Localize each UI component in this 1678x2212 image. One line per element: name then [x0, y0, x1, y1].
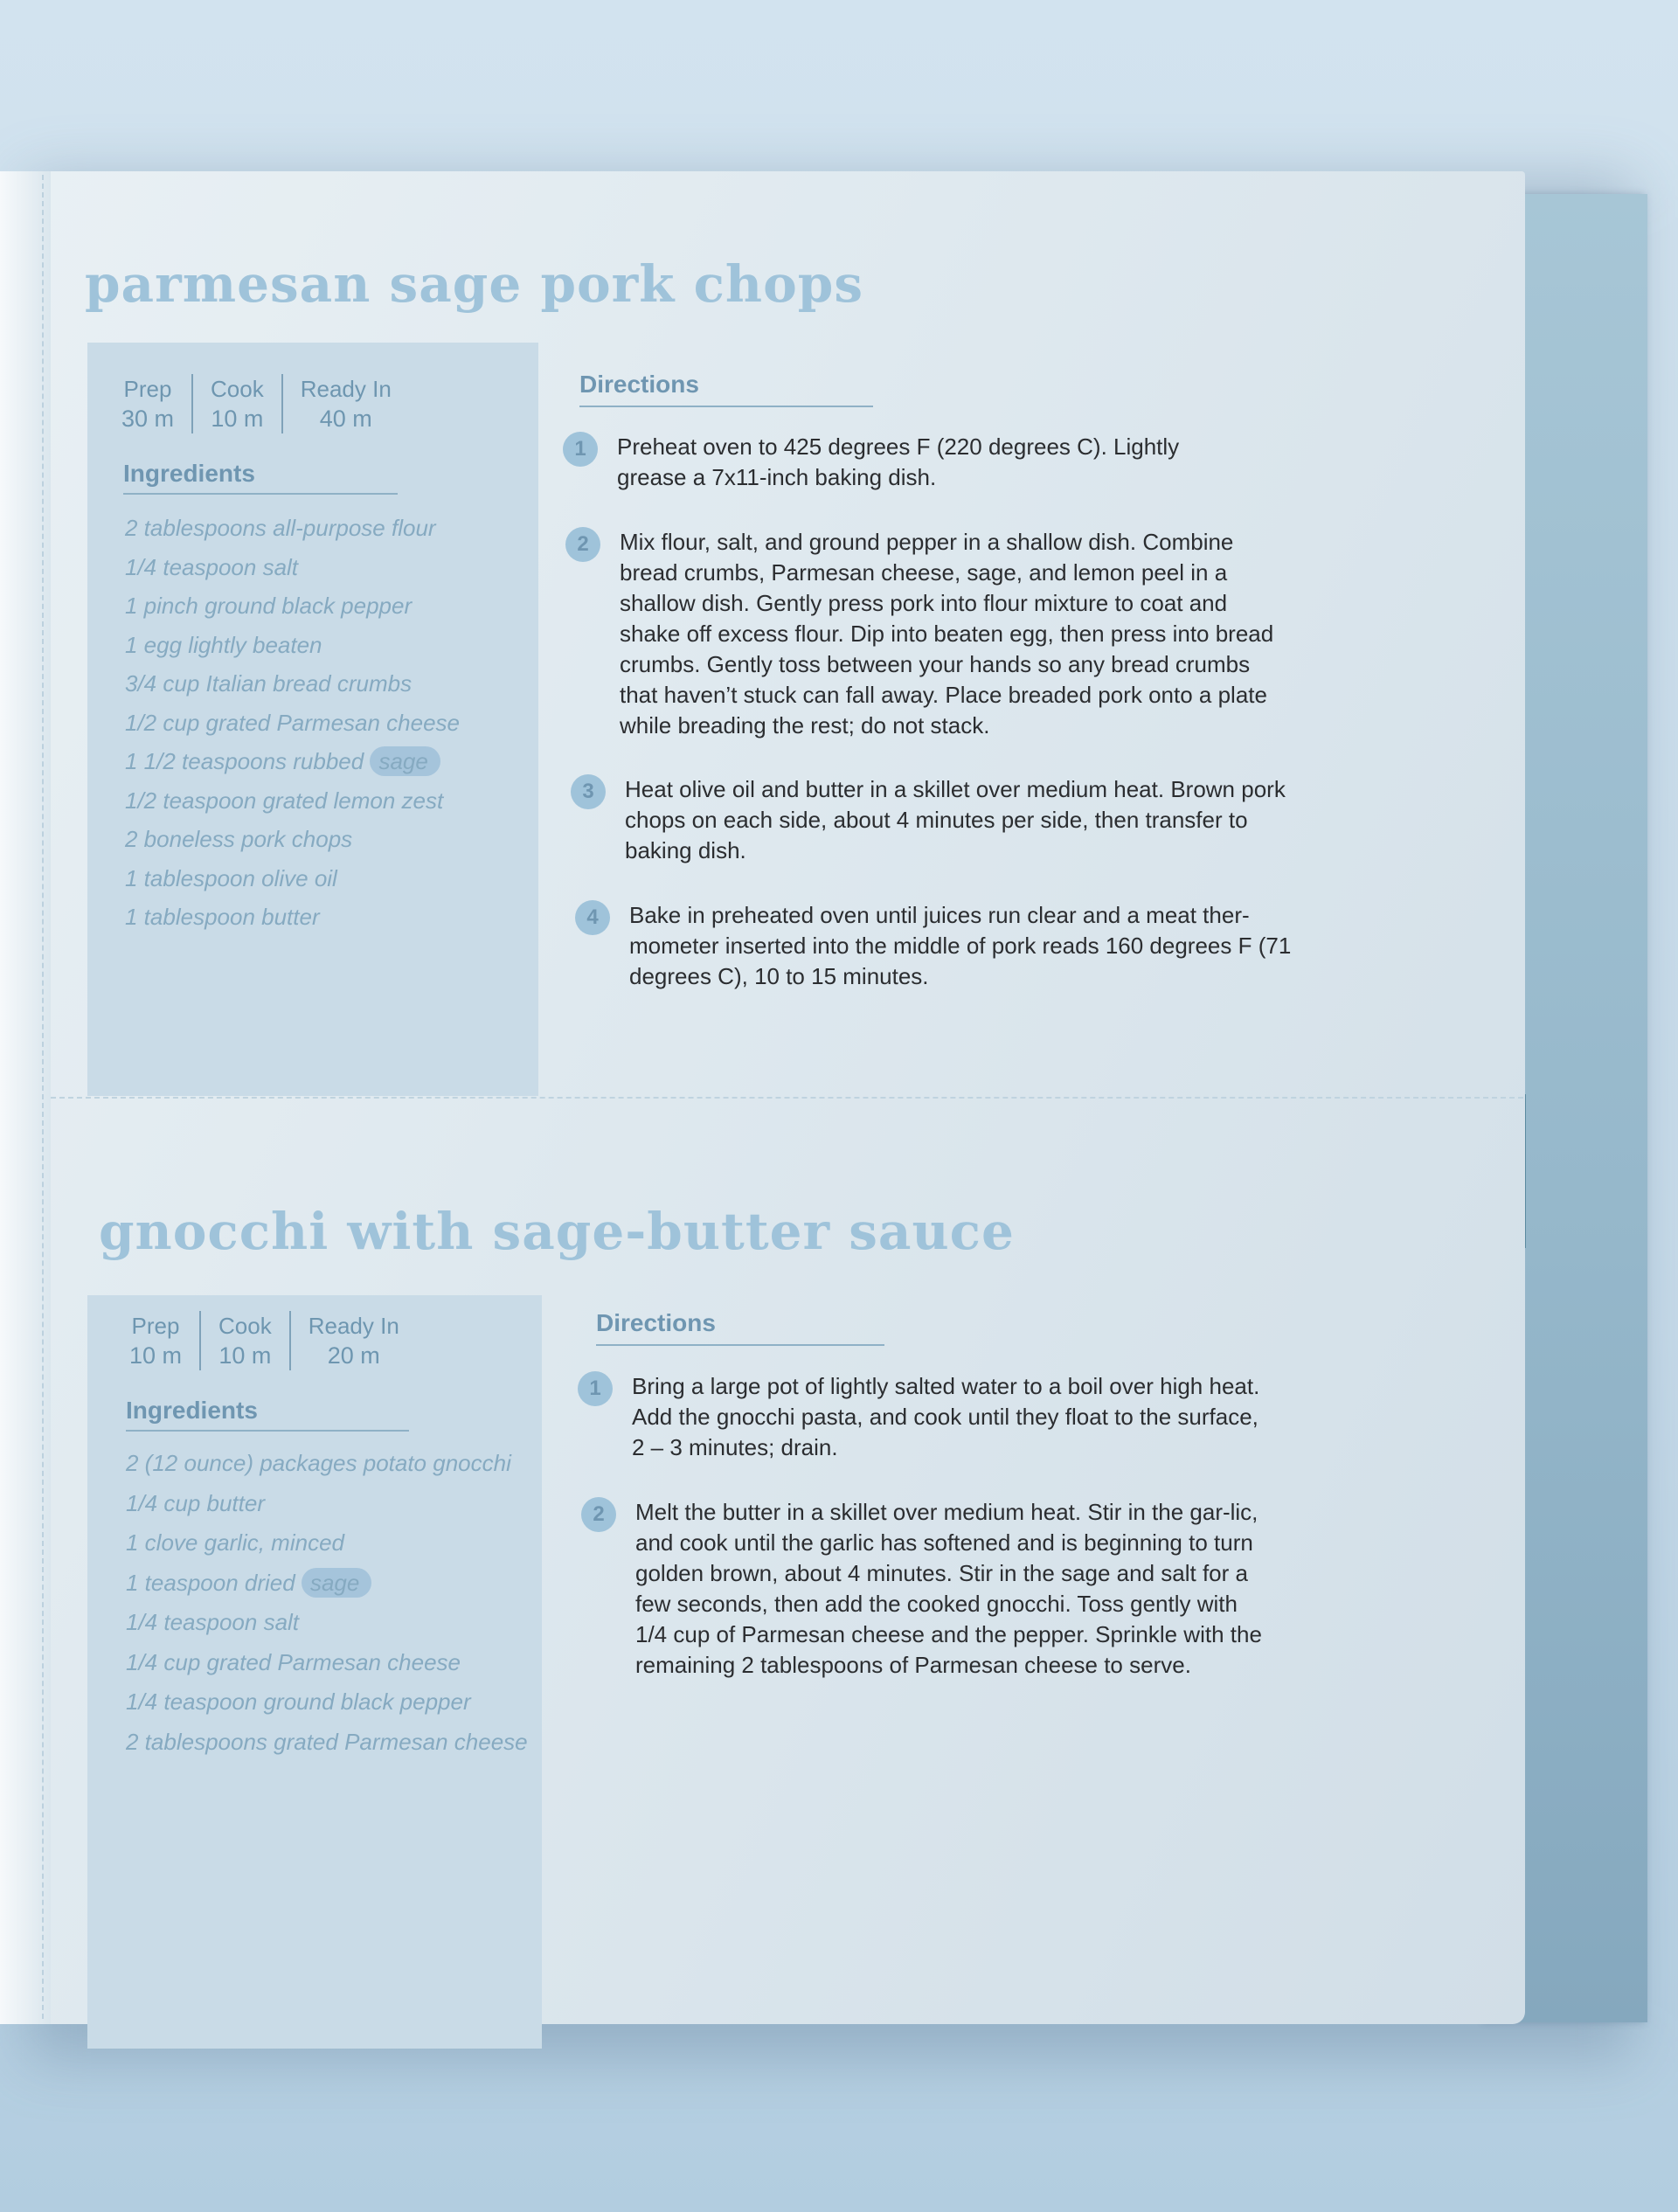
ingredients-list — [126, 1444, 528, 1762]
ready-time — [291, 1311, 417, 1370]
ingredient-item: 3/4 cup Italian bread crumbs — [125, 670, 413, 697]
ingredient-item: 1 tablespoon olive oil — [125, 864, 337, 891]
sage-highlight: sage — [302, 1568, 371, 1598]
ingredient-item: 1/4 cup butter — [126, 1489, 265, 1516]
ingredient-item: 1/4 teaspoon ground black pepper — [126, 1688, 471, 1715]
ready-label: Ready In — [300, 376, 392, 402]
step-number-badge: 4 — [575, 900, 610, 935]
direction-step — [581, 1497, 1265, 1681]
cook-value: 10 m — [218, 1342, 272, 1369]
direction-step — [575, 900, 1293, 992]
prep-value: 30 m — [121, 406, 175, 432]
ingredient-text: 1 1/2 teaspoons rubbed — [125, 748, 364, 774]
prep-label: Prep — [131, 1313, 180, 1339]
prep-value: 10 m — [129, 1342, 183, 1369]
cook-label: Cook — [211, 376, 264, 402]
directions-heading: Directions — [579, 371, 873, 407]
ingredient-item: 2 tablespoons all-purpose flour — [125, 515, 436, 541]
step-number-badge: 3 — [571, 774, 606, 809]
ingredient-item: 1/4 teaspoon salt — [126, 1609, 300, 1635]
ingredient-item: 1 tablespoon butter — [125, 904, 320, 930]
step-number-badge: 1 — [578, 1371, 613, 1406]
step-text: Preheat oven to 425 degrees F (220 degrees C). Lightly grease a 7x11-inch baking dish. — [617, 433, 1180, 490]
ingredients-list — [125, 509, 460, 937]
ingredient-item: 1/2 teaspoon grated lemon zest — [125, 787, 444, 814]
ready-label: Ready In — [308, 1313, 399, 1339]
recipe-times — [104, 374, 409, 433]
cook-time — [201, 1311, 291, 1370]
ingredient-text: 1 teaspoon dried — [126, 1569, 295, 1596]
prep-label: Prep — [123, 376, 172, 402]
recipe-times — [112, 1311, 417, 1370]
direction-step — [578, 1371, 1261, 1463]
ingredients-heading: Ingredients — [126, 1397, 409, 1432]
ingredient-item: 2 (12 ounce) packages potato gnocchi — [126, 1450, 511, 1476]
direction-step — [565, 527, 1284, 741]
prep-time — [112, 1311, 201, 1370]
spine-dashed-line — [42, 175, 44, 2019]
step-text: Heat olive oil and butter in a skillet over medium heat. Brown pork chops on each side, about 4 minutes per side, then transfer to baking dish. — [625, 776, 1286, 863]
ingredient-item: 2 tablespoons grated Parmesan cheese — [126, 1728, 528, 1755]
direction-step — [571, 774, 1289, 866]
step-text: Bake in preheated oven until juices run clear and a meat ther-mometer inserted into the middle of pork reads 160 degrees F (71 degrees C), 10 to 15 minutes. — [629, 902, 1292, 989]
recipe-title: gnocchi with sage-butter sauce — [99, 1202, 1015, 1261]
ingredient-item: 1 clove garlic, minced — [126, 1529, 344, 1556]
step-number-badge: 2 — [581, 1497, 616, 1532]
ingredient-item — [125, 742, 460, 781]
ingredient-item — [126, 1564, 528, 1604]
cook-label: Cook — [218, 1313, 272, 1339]
ingredient-item: 1/4 teaspoon salt — [125, 553, 299, 580]
ingredient-item: 1 pinch ground black pepper — [125, 593, 413, 619]
ready-value: 40 m — [319, 406, 372, 432]
recipe-divider — [51, 1097, 1523, 1099]
sage-highlight: sage — [370, 746, 440, 776]
step-text: Bring a large pot of lightly salted water to a boil over high heat. Add the gnocchi pasta, and cook until they float to the surface, 2 – 3 minutes; drain. — [632, 1373, 1260, 1460]
step-text: Mix flour, salt, and ground pepper in a shallow dish. Combine bread crumbs, Parmesan cheese, sage, and lemon peel in a shallow dish. Gently press pork into flour mixture to coat and shake off excess flour. Dip into beaten egg, then press into bread crumbs. Gently toss between your hands so any bread crumbs that haven’t stuck can fall away. Place breaded pork onto a plate while breading the rest; do not stack. — [620, 529, 1274, 738]
step-number-badge: 1 — [563, 432, 598, 467]
step-number-badge: 2 — [565, 527, 600, 562]
ready-value: 20 m — [327, 1342, 380, 1369]
recipe-title: parmesan sage pork chops — [85, 254, 863, 314]
ready-time — [283, 374, 409, 433]
ingredient-item: 2 boneless pork chops — [125, 826, 353, 852]
step-text: Melt the butter in a skillet over medium heat. Stir in the gar-lic, and cook until the garlic has softened and is beginning to turn golden brown, about 4 minutes. Stir in the sage and salt for a few seconds, then add the cooked gnocchi. Toss gently with 1/4 cup of Parmesan cheese and the pepper. Sprinkle with the remaining 2 tablespoons of Parmesan cheese to serve. — [635, 1499, 1262, 1678]
directions-heading: Directions — [596, 1309, 884, 1346]
cook-value: 10 m — [211, 406, 264, 432]
ingredient-item: 1 egg lightly beaten — [125, 631, 322, 658]
cook-time — [193, 374, 283, 433]
ingredient-item: 1/4 cup grated Parmesan cheese — [126, 1648, 461, 1675]
ingredients-heading: Ingredients — [123, 460, 398, 495]
ingredient-item: 1/2 cup grated Parmesan cheese — [125, 709, 461, 736]
prep-time — [104, 374, 193, 433]
direction-step — [563, 432, 1220, 493]
